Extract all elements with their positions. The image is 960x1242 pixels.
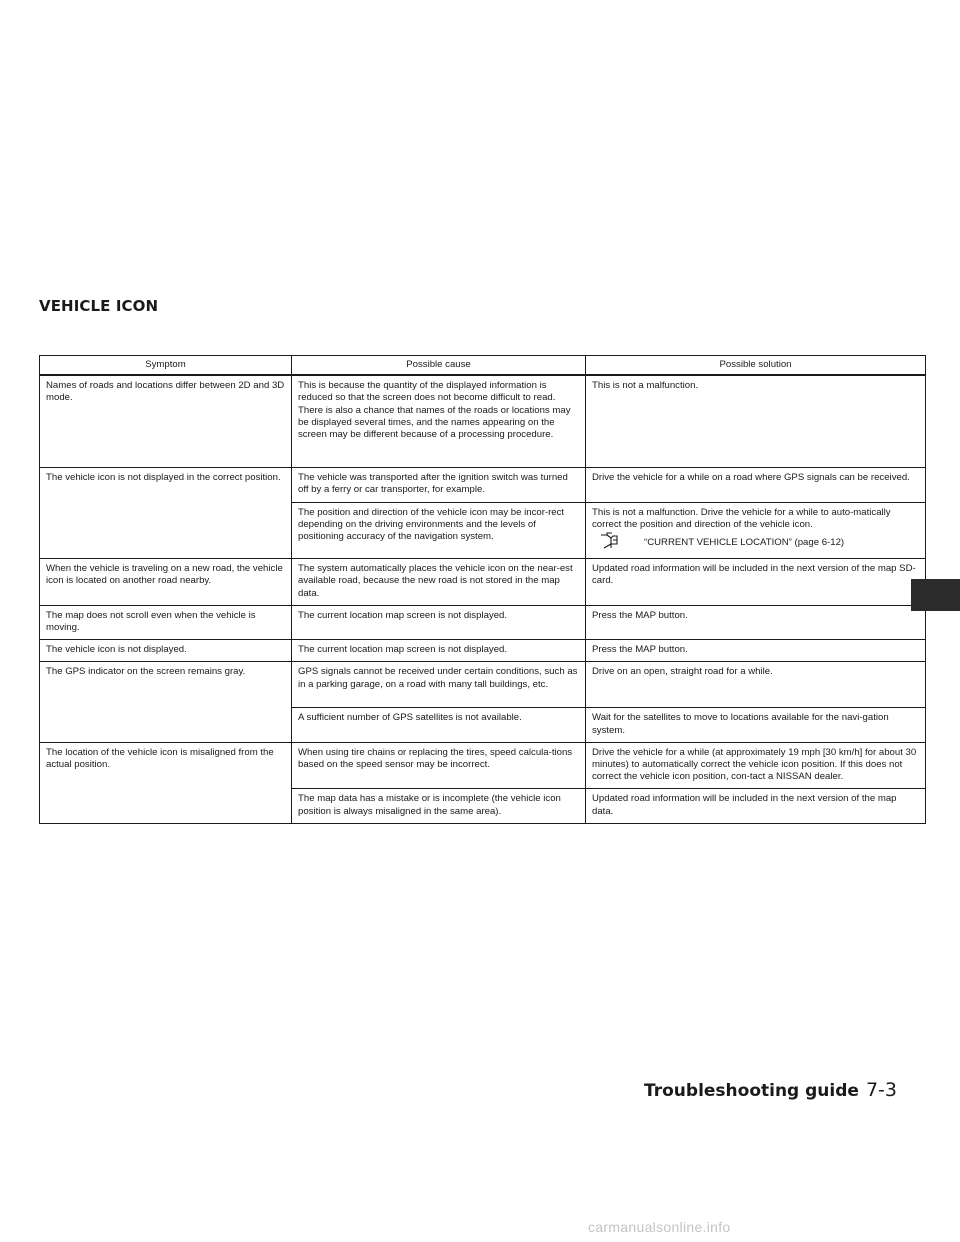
symptom-cell: The map does not scroll even when the vehicle is moving. [40,605,292,639]
chapter-title: Troubleshooting guide [644,1081,859,1101]
header-possible-solution: Possible solution [586,356,926,376]
table-row [40,605,926,639]
symptom-cell: Names of roads and locations differ between 2D and 3D mode. [40,375,292,468]
cause-cell: The current location map screen is not displayed. [292,640,586,662]
page-footer [644,1079,897,1101]
solution-cell: Updated road information will be included in the next version of the map SD-card. [586,559,926,606]
page-reference-icon [600,532,644,553]
solution-cell: Drive the vehicle for a while on a road where GPS signals can be received. [586,468,926,502]
cause-cell: GPS signals cannot be received under certain conditions, such as in a parking garage, on a road with many tall buildings, etc. [292,662,586,708]
page-number: 7-3 [865,1079,897,1101]
solution-cell: Updated road information will be included in the next version of the map data. [586,789,926,823]
table-row [40,742,926,789]
solution-cell: This is not a malfunction. [586,375,926,468]
solution-cell: Wait for the satellites to move to locations available for the navi-gation system. [586,708,926,742]
solution-cell: Drive on an open, straight road for a while. [586,662,926,708]
table-row [40,468,926,502]
cause-cell: The position and direction of the vehicle icon may be incor-rect depending on the driving environments and the levels of positioning accuracy of the navigation system. [292,502,586,559]
table-row [40,662,926,708]
cause-cell: The vehicle was transported after the ignition switch was turned off by a ferry or car transporter, for example. [292,468,586,502]
solution-cell: Drive the vehicle for a while (at approximately 19 mph [30 km/h] for about 30 minutes) to automatically correct the vehicle icon position. If this does not correct the vehicle icon position, con-tact a NISSAN dealer. [586,742,926,789]
watermark: carmanualsonline.info [588,1219,731,1235]
solution-text: This is not a malfunction. Drive the vehicle for a while to auto-matically correct the position and direction of the vehicle icon. [592,506,891,530]
cause-cell: This is because the quantity of the displayed information is reduced so that the screen does not become difficult to read. There is also a chance that names of the roads or locations may be displayed several times, and the names appearing on the screen may be different because of a processing procedure. [292,375,586,468]
page-reference[interactable] [592,532,919,553]
cause-cell: A sufficient number of GPS satellites is not available. [292,708,586,742]
header-possible-cause: Possible cause [292,356,586,376]
cause-cell: The current location map screen is not displayed. [292,605,586,639]
section-title: VEHICLE ICON [39,297,159,315]
table-row [40,559,926,606]
symptom-cell: The vehicle icon is not displayed in the correct position. [40,468,292,559]
chapter-tab-marker [911,579,960,611]
cause-cell: The map data has a mistake or is incomplete (the vehicle icon position is always misaligned in the same area). [292,789,586,823]
solution-cell [586,502,926,559]
symptom-cell: The GPS indicator on the screen remains gray. [40,662,292,742]
table-row [40,640,926,662]
table-header-row [40,356,926,376]
troubleshooting-table [39,355,926,824]
symptom-cell: The vehicle icon is not displayed. [40,640,292,662]
symptom-cell: When the vehicle is traveling on a new road, the vehicle icon is located on another road nearby. [40,559,292,606]
cause-cell: The system automatically places the vehicle icon on the near-est available road, because the new road is not stored in the map data. [292,559,586,606]
solution-cell: Press the MAP button. [586,605,926,639]
solution-cell: Press the MAP button. [586,640,926,662]
header-symptom: Symptom [40,356,292,376]
page-reference-text: “CURRENT VEHICLE LOCATION” (page 6-12) [644,537,845,549]
symptom-cell: The location of the vehicle icon is misaligned from the actual position. [40,742,292,823]
table-row [40,375,926,468]
cause-cell: When using tire chains or replacing the tires, speed calcula-tions based on the speed sensor may be incorrect. [292,742,586,789]
